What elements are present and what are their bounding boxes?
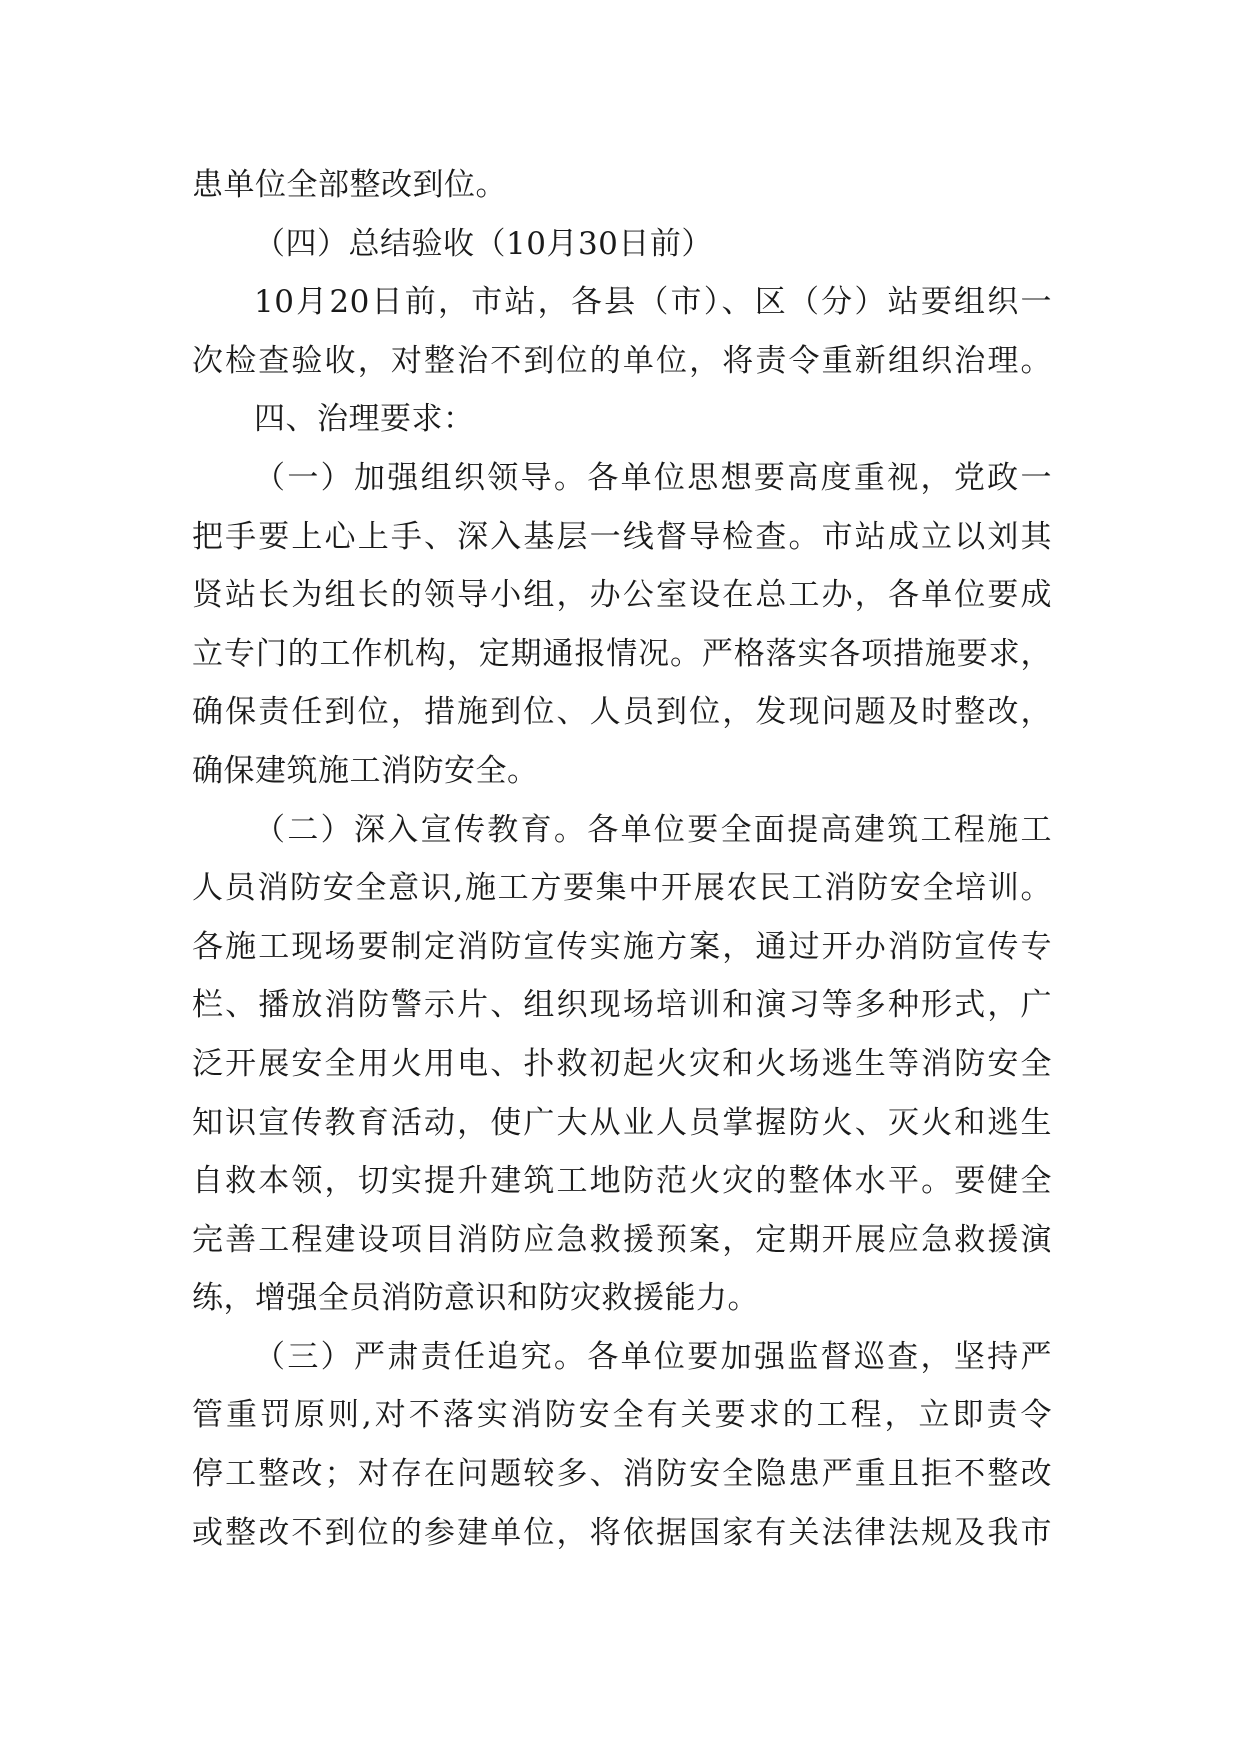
text-line: （一）加强组织领导。各单位思想要高度重视，党政一 <box>254 459 1052 496</box>
text-line: 栏、播放消防警示片、组织现场培训和演习等多种形式，广 <box>192 987 1052 1024</box>
document-body <box>192 156 1052 1562</box>
text-line: 停工整改；对存在问题较多、消防安全隐患严重且拒不整改 <box>192 1456 1052 1493</box>
text-line: 确保建筑施工消防安全。 <box>192 752 539 789</box>
text-line: 贤站长为组长的领导小组，办公室设在总工办，各单位要成 <box>192 577 1052 614</box>
text-line: 管重罚原则,对不落实消防安全有关要求的工程，立即责令 <box>192 1397 1052 1434</box>
text-line: （三）严肃责任追究。各单位要加强监督巡查，坚持严 <box>254 1338 1052 1375</box>
text-line: 把手要上心上手、深入基层一线督导检查。市站成立以刘其 <box>192 518 1052 555</box>
section-heading: 四、治理要求： <box>254 401 475 438</box>
text-line: 立专门的工作机构，定期通报情况。严格落实各项措施要求， <box>192 635 1052 672</box>
text-line: （二）深入宣传教育。各单位要全面提高建筑工程施工 <box>254 811 1052 848</box>
text-line: 练，增强全员消防意识和防灾救援能力。 <box>192 1280 759 1317</box>
text-line: 自救本领，切实提升建筑工地防范火灾的整体水平。要健全 <box>192 1163 1052 1200</box>
text-line: 次检查验收，对整治不到位的单位，将责令重新组织治理。 <box>192 342 1052 379</box>
text-line: 或整改不到位的参建单位，将依据国家有关法律法规及我市 <box>192 1514 1052 1551</box>
text-line: 患单位全部整改到位。 <box>192 167 507 203</box>
text-line: 人员消防安全意识,施工方要集中开展农民工消防安全培训。 <box>192 870 1052 907</box>
section-heading: （四）总结验收（10月30日前） <box>254 225 713 262</box>
text-line: 知识宣传教育活动，使广大从业人员掌握防火、灭火和逃生 <box>192 1104 1052 1141</box>
text-line: 各施工现场要制定消防宣传实施方案，通过开办消防宣传专 <box>192 928 1052 965</box>
text-line: 泛开展安全用火用电、扑救初起火灾和火场逃生等消防安全 <box>192 1045 1052 1082</box>
text-line: 10月20日前，市站，各县（市）、区（分）站要组织一 <box>254 284 1052 321</box>
text-line: 确保责任到位，措施到位、人员到位，发现问题及时整改， <box>192 694 1052 731</box>
text-line: 完善工程建设项目消防应急救援预案，定期开展应急救援演 <box>192 1221 1052 1258</box>
